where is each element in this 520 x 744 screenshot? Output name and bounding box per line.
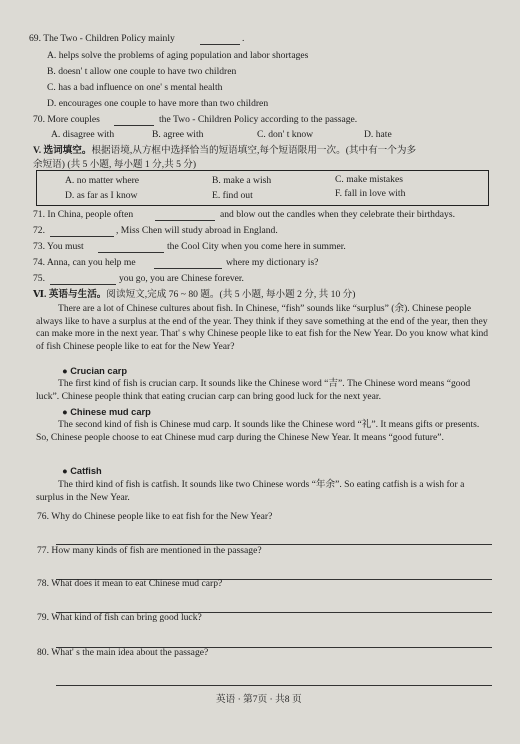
q73-text-a: 73. You must [33,241,84,252]
q74-text-a: 74. Anna, can you help me [33,257,136,268]
q69-period: . [242,33,245,44]
q73-text-b: the Cool City when you come here in summer. [167,241,346,252]
q72-text-b: , Miss Chen will study abroad in England. [116,225,278,236]
fish-3-heading: ● Catfish [62,466,102,476]
fish-3-title: Catfish [70,466,102,476]
q70-option-b: B. agree with [152,129,204,140]
phrase-f: F. fall in love with [335,188,406,199]
q78-text: 78. What does it mean to eat Chinese mud carp? [37,578,223,589]
section5-header [33,145,416,157]
section5-title: V. 选词填空。 [33,145,92,156]
q69-option-a: A. helps solve the problems of aging population and labor shortages [47,50,309,61]
q70-stem-a: 70. More couples [33,114,100,125]
section6-header [33,289,355,301]
fish-2-heading: ● Chinese mud carp [62,407,151,417]
q73-blank[interactable] [98,252,164,253]
section6-title: Ⅵ. 英语与生活。 [33,289,107,300]
fish-3-text: The third kind of fish is catfish. It sounds like two Chinese words “年余”. So eating catfish is a wish for a surplus in the New Year. [36,479,465,503]
section5-header-cont: 余短语) (共 5 小题, 每小题 1 分,共 5 分) [33,159,197,170]
fish-1-heading: ● Crucian carp [62,366,128,376]
page-footer: 英语 · 第7页 · 共8 页 [216,694,302,705]
q75-blank[interactable] [50,284,116,285]
q69-stem-text: 69. The Two - Children Policy mainly [29,33,175,44]
q75-text-a: 75. [33,273,45,284]
q74-blank[interactable] [154,268,222,269]
phrase-box [36,170,489,206]
q74-text-b: where my dictionary is? [226,257,319,268]
phrase-e: E. find out [212,190,253,201]
q75-text-b: you go, you are Chinese forever. [119,273,244,284]
q70-option-d: D. hate [364,129,392,140]
q80-answer-line[interactable] [56,685,492,686]
q70-blank[interactable] [114,125,154,126]
fish-2-text: The second kind of fish is Chinese mud carp. It sounds like the Chinese word “礼”. It means gifts or presents. So, Chinese people choose to eat Chinese mud carp during the Chinese New Year. It means “good future”. [36,419,480,443]
q79-text: 79. What kind of fish can bring good luck? [37,612,202,623]
q72-blank[interactable] [50,236,114,237]
fish-2-title: Chinese mud carp [70,407,151,417]
phrase-b: B. make a wish [212,175,272,186]
q80-text: 80. What' s the main idea about the passage? [37,647,209,658]
q71-blank[interactable] [155,220,215,221]
q77-text: 77. How many kinds of fish are mentioned in the passage? [37,545,262,556]
q71-text-a: 71. In China, people often [33,209,134,220]
phrase-a: A. no matter where [65,175,140,186]
section6-instructions: 阅读短文,完成 76 ~ 80 题。(共 5 小题, 每小题 2 分, 共 10 分) [106,289,356,300]
q70-option-a: A. disagree with [51,129,115,140]
q76-text: 76. Why do Chinese people like to eat fish for the New Year? [37,511,273,522]
q69-stem [29,33,175,45]
q72-text-a: 72. [33,225,45,236]
q69-option-b: B. doesn' t allow one couple to have two children [47,66,237,77]
passage-intro: There are a lot of Chinese cultures about fish. In Chinese, “fish” sounds like “surplus” (余). Chinese people always like to have a surplus at the end of the year. They think if they save something at the end of the year, then they can make more in the next year. That' s why Chinese people like to eat fish for the New Year. Do you know what kind of fish Chinese people like to eat for the New Year? [36,303,489,352]
q71-text-b: and blow out the candles when they celebrate their birthdays. [220,209,455,220]
phrase-d: D. as far as I know [65,190,138,201]
section5-instructions: 根据语境,从方框中选择恰当的短语填空,每个短语限用一次。(其中有一个为多 [91,145,417,156]
q69-option-c: C. has a bad influence on one' s mental health [47,82,223,93]
q69-blank[interactable] [200,44,240,45]
q70-stem-b: the Two - Children Policy according to the passage. [159,114,358,125]
q70-option-c: C. don' t know [257,129,314,140]
phrase-c: C. make mistakes [335,174,403,185]
fish-1-title: Crucian carp [70,366,128,376]
fish-1-text: The first kind of fish is crucian carp. It sounds like the Chinese word “吉”. The Chinese word means “good luck”. Chinese people think that eating crucian carp can bring good luck for the next year. [36,378,471,402]
q69-option-d: D. encourages one couple to have more than two children [47,98,269,109]
